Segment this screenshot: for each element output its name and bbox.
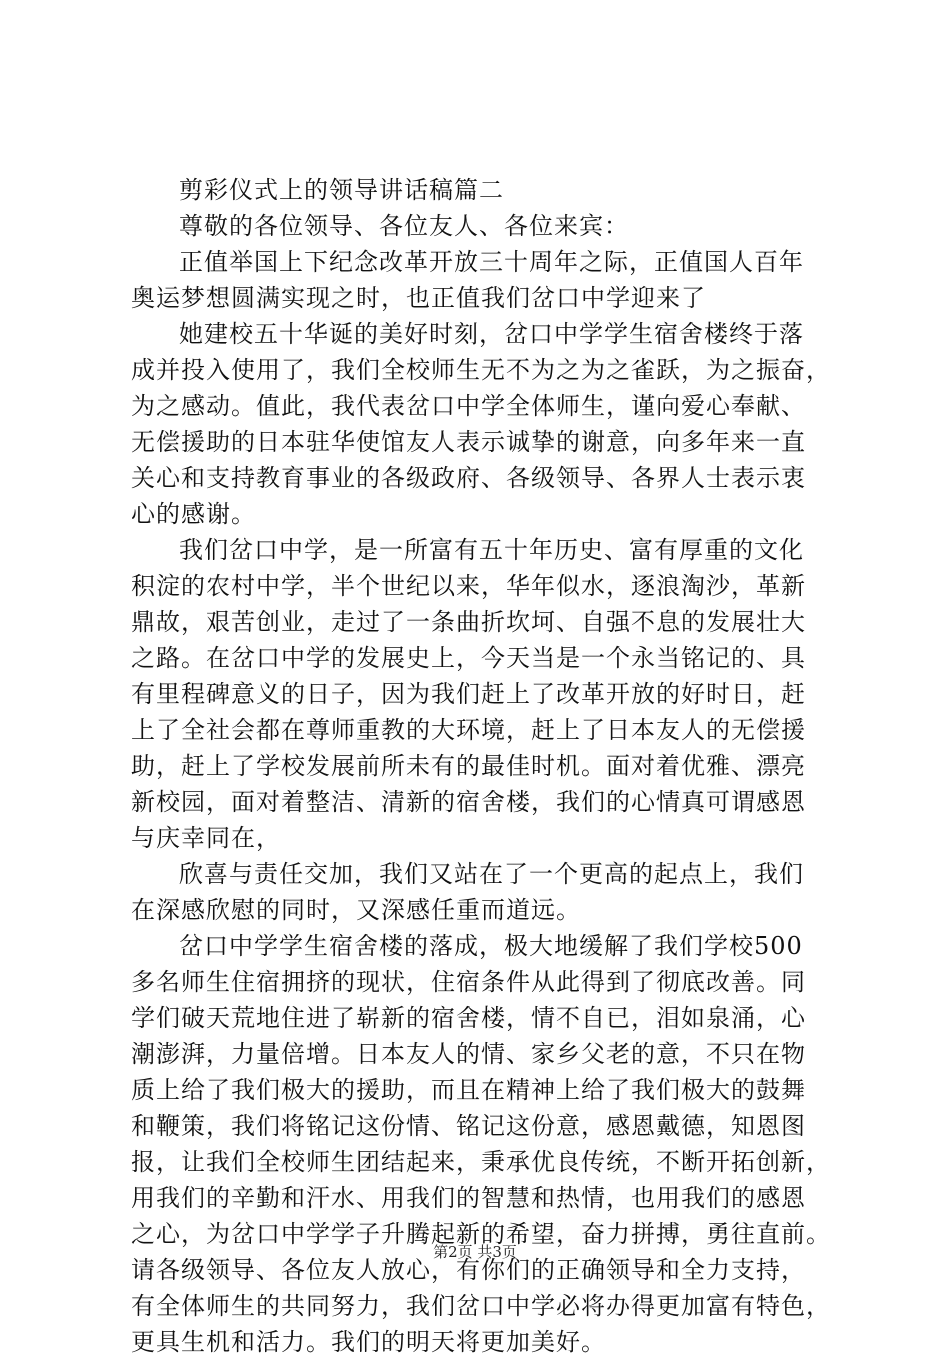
text-line: 岔口中学学生宿舍楼的落成，极大地缓解了我们学校500: [179, 932, 803, 960]
text-line: 用我们的辛勤和汗水、用我们的智慧和热情，也用我们的感恩: [131, 1184, 806, 1212]
text-line: 剪彩仪式上的领导讲话稿篇二: [179, 176, 504, 204]
text-line: 无偿援助的日本驻华使馆友人表示诚挚的谢意，向多年来一直: [131, 428, 806, 456]
text-line: 为之感动。值此，我代表岔口中学全体师生，谨向爱心奉献、: [131, 392, 806, 420]
document-body: [131, 172, 831, 1360]
text-line: 质上给了我们极大的援助，而且在精神上给了我们极大的鼓舞: [131, 1076, 806, 1104]
text-line: 之路。在岔口中学的发展史上，今天当是一个永当铭记的、具: [131, 644, 806, 672]
text-line: 更具生机和活力。我们的明天将更加美好。: [131, 1328, 606, 1356]
text-line: 有全体师生的共同努力，我们岔口中学必将办得更加富有特色，: [131, 1292, 831, 1320]
text-line: 鼎故，艰苦创业，走过了一条曲折坎坷、自强不息的发展壮大: [131, 608, 806, 636]
text-line: 欣喜与责任交加，我们又站在了一个更高的起点上，我们: [179, 860, 804, 888]
text-line: 奥运梦想圆满实现之时，也正值我们岔口中学迎来了: [131, 284, 706, 312]
page-number: 第2页 共3页: [433, 1243, 517, 1261]
text-line: 助，赶上了学校发展前所未有的最佳时机。面对着优雅、漂亮: [131, 752, 806, 780]
text-line: 有里程碑意义的日子，因为我们赶上了改革开放的好时日，赶: [131, 680, 806, 708]
text-line: 上了全社会都在尊师重教的大环境，赶上了日本友人的无偿援: [131, 716, 806, 744]
text-line: 学们破天荒地住进了崭新的宿舍楼，情不自已，泪如泉涌，心: [131, 1004, 806, 1032]
text-line: 请各级领导、各位友人放心，有你们的正确领导和全力支持，: [131, 1256, 806, 1284]
text-line: 积淀的农村中学，半个世纪以来，华年似水，逐浪淘沙，革新: [131, 572, 806, 600]
text-line: 之心，为岔口中学学子升腾起新的希望，奋力拼搏，勇往直前。: [131, 1220, 831, 1248]
text-line: 与庆幸同在，: [131, 824, 281, 852]
text-line: 尊敬的各位领导、各位友人、各位来宾：: [179, 212, 629, 240]
text-line: 新校园，面对着整洁、清新的宿舍楼，我们的心情真可谓感恩: [131, 788, 806, 816]
text-line: 成并投入使用了，我们全校师生无不为之为之雀跃，为之振奋，: [131, 356, 831, 384]
text-line: 我们岔口中学，是一所富有五十年历史、富有厚重的文化: [179, 536, 804, 564]
text-line: 关心和支持教育事业的各级政府、各级领导、各界人士表示衷: [131, 464, 806, 492]
text-line: 她建校五十华诞的美好时刻，岔口中学学生宿舍楼终于落: [179, 320, 804, 348]
text-line: 心的感谢。: [131, 500, 256, 528]
text-line: 潮澎湃，力量倍增。日本友人的情、家乡父老的意，不只在物: [131, 1040, 806, 1068]
text-line: 和鞭策，我们将铭记这份情、铭记这份意，感恩戴德，知恩图: [131, 1112, 806, 1140]
text-line: 正值举国上下纪念改革开放三十周年之际，正值国人百年: [179, 248, 804, 276]
text-line: 多名师生住宿拥挤的现状，住宿条件从此得到了彻底改善。同: [131, 968, 806, 996]
text-line: 报，让我们全校师生团结起来，秉承优良传统，不断开拓创新，: [131, 1148, 831, 1176]
text-line: 在深感欣慰的同时，又深感任重而道远。: [131, 896, 581, 924]
